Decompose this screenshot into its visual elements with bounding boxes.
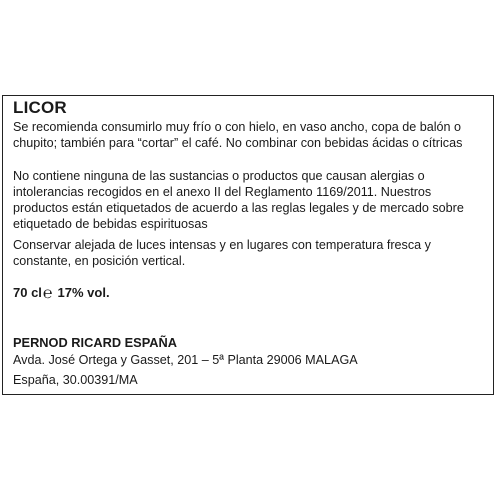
volume-value: 70 cl: [13, 285, 42, 300]
address-line-1: Avda. José Ortega y Gasset, 201 – 5ª Planta 29006 MALAGA: [13, 353, 358, 367]
alcohol-content: 17% vol.: [57, 285, 110, 300]
volume-and-abv: [13, 285, 110, 300]
label-title: LICOR: [13, 98, 67, 117]
serving-recommendation: Se recomienda consumirlo muy frío o con hielo, en vaso ancho, copa de balón o chupito; también para “cortar” el café. No combinar con bebidas ácidas o cítricas: [13, 120, 463, 150]
storage-instructions: Conservar alejada de luces intensas y en lugares con temperatura fresca y constante, en posición vertical.: [13, 238, 431, 268]
company-name: PERNOD RICARD ESPAÑA: [13, 335, 178, 350]
allergen-statement: No contiene ninguna de las sustancias o productos que causan alergias o intolerancias recogidos en el anexo II del Reglamento 1169/2011. Nuestros productos están etiquetados de acuerdo a las reglas legales y de mercado sobre etiquetado de bebidas espirituosas: [13, 169, 464, 231]
address-line-2: España, 30.00391/MA: [13, 373, 138, 387]
estimated-sign-icon: ℮: [42, 285, 53, 302]
product-label: [2, 95, 494, 395]
